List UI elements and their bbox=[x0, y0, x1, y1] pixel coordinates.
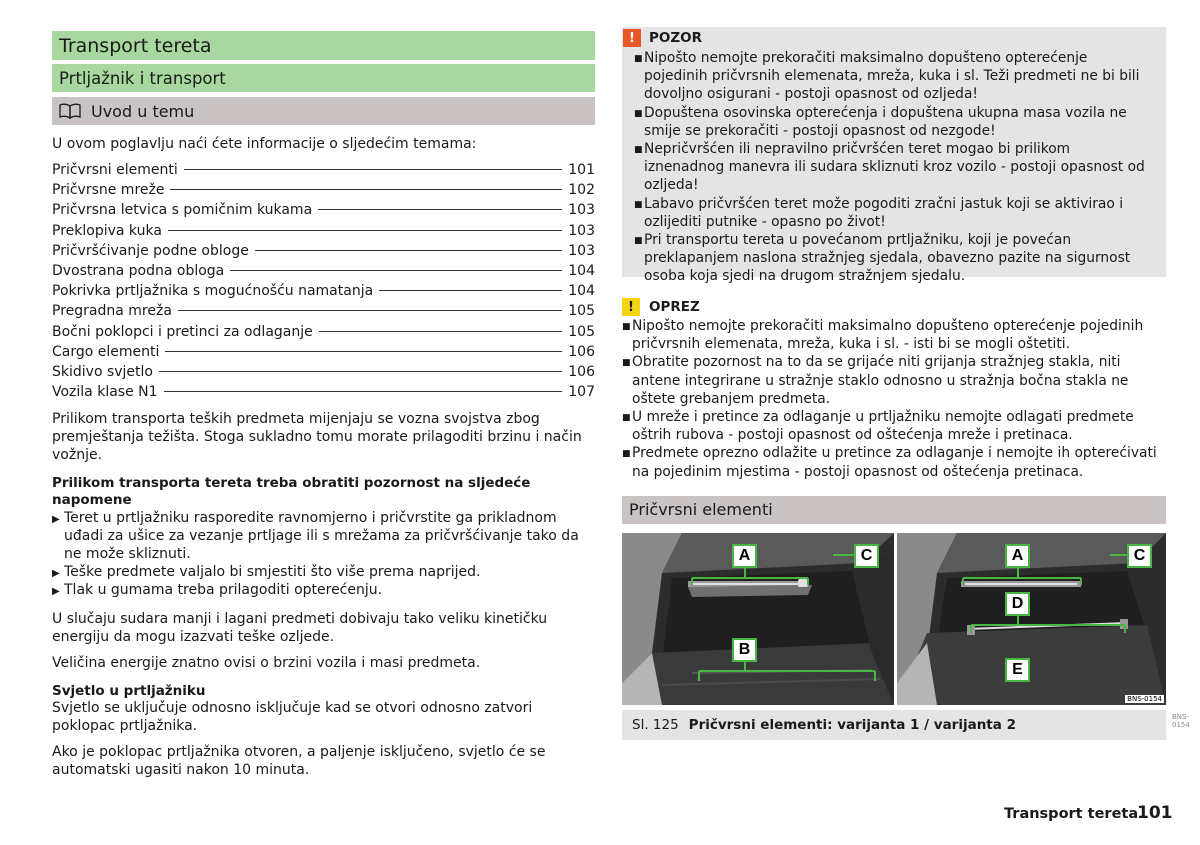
square-bullet-icon: ■ bbox=[634, 145, 643, 156]
toc-entry-title: Preklopiva kuka bbox=[52, 222, 162, 239]
toc-entry-title: Cargo elementi bbox=[52, 343, 160, 360]
figure-number: Sl. 125 bbox=[632, 716, 679, 733]
square-bullet-icon: ■ bbox=[634, 54, 643, 64]
figure-caption bbox=[622, 710, 1166, 740]
toc-entry[interactable] bbox=[52, 382, 595, 402]
callout-label-b: B bbox=[732, 638, 757, 662]
toc-entry-page: 104 bbox=[568, 283, 595, 300]
toc-entry-page: 105 bbox=[568, 303, 595, 320]
bullet-text: Teret u prtljažniku rasporedite ravnomjerno i pričvrstite ga prikladnom uđadi za ušice za vezanje prtljage ili s mrežama za pričvršćivanje tako da ne može skliznuti. bbox=[64, 510, 579, 562]
toc-leader-line bbox=[255, 250, 562, 251]
toc-entry-title: Pričvrsne mreže bbox=[52, 182, 165, 199]
caution-item bbox=[622, 408, 1166, 444]
toc-entry-page: 106 bbox=[568, 363, 595, 380]
square-bullet-icon: ■ bbox=[622, 358, 631, 369]
bullet-text: Tlak u gumama treba prilagoditi opterećenju. bbox=[64, 582, 383, 599]
toc-entry-title: Pričvrsni elementi bbox=[52, 162, 178, 178]
toc-leader-line bbox=[318, 209, 562, 210]
intro-text: U ovom poglavlju naći ćete informacije o sljedećim temama: bbox=[52, 136, 477, 152]
toc-entry-title: Vozila klase N1 bbox=[52, 384, 158, 401]
caution-text: Obratite pozornost na to da se grijaće niti grijanja stražnjeg stakla, niti antene integrirane u stražnje staklo odnosno u stražnja bočna stakla ne oštete grebanjem predmeta. bbox=[632, 354, 1129, 407]
exclamation-warning-icon: ! bbox=[623, 29, 641, 47]
exclamation-caution-icon: ! bbox=[622, 298, 640, 316]
bullet-item bbox=[52, 582, 595, 601]
toc-entry-page: 107 bbox=[568, 384, 595, 401]
caution-text: Predmete oprezno odlažite u pretince za odlaganje i nemojte ih opterećivati na pojedinim mjestima - postoji opasnost od oštećenja pretinaca. bbox=[632, 445, 1157, 480]
toc-entry-title: Pričvršćivanje podne obloge bbox=[52, 242, 249, 259]
warning-text: Nepričvršćen ili nepravilno pričvršćen teret mogao bi prilikom iznenadnog manevra ili sudara skliznuti kroz vozilo - postoji opasnost od ozljeda! bbox=[644, 141, 1145, 194]
toc-entry-title: Bočni poklopci i pretinci za odlaganje bbox=[52, 323, 313, 340]
toc-entry-title: Dvostrana podna obloga bbox=[52, 262, 225, 279]
section-heading-fastening: Pričvrsni elementi bbox=[622, 496, 1166, 524]
toc-entry[interactable] bbox=[52, 221, 595, 241]
toc-leader-line bbox=[184, 169, 563, 170]
warning-item bbox=[622, 104, 1150, 140]
callout-label-a: A bbox=[732, 544, 757, 568]
book-icon bbox=[59, 103, 81, 119]
caution-text: Nipošto nemojte prekoračiti maksimalno dopušteno opterećenje pojedinih pričvrsnih elemenata, mreža, kuka i sl. - isti bi se mogli oštetiti. bbox=[632, 318, 1144, 353]
square-bullet-icon: ■ bbox=[622, 449, 631, 460]
toc-leader-line bbox=[170, 189, 562, 190]
subsection-title: Uvod u temu bbox=[91, 101, 195, 121]
paragraph: Ako je poklopac prtljažnika otvoren, a paljenje isključeno, svjetlo će se automatski ugasiti nakon 10 minuta. bbox=[52, 744, 546, 778]
square-bullet-icon: ■ bbox=[634, 108, 643, 119]
toc-entry[interactable] bbox=[52, 160, 595, 180]
paragraph: Svjetlo se uključuje odnosno isključuje kad se otvori odnosno zatvori poklopac prtljažnika. bbox=[52, 700, 533, 735]
callout-label-c: C bbox=[854, 544, 879, 568]
toc-leader-line bbox=[168, 230, 562, 231]
right-column bbox=[622, 27, 1166, 740]
toc-entry-page: 105 bbox=[568, 323, 595, 340]
warning-title: POZOR bbox=[649, 30, 703, 46]
notes-heading: Prilikom transporta tereta treba obratiti pozornost na sljedeće napomene bbox=[52, 474, 531, 509]
caution-item bbox=[622, 317, 1166, 353]
callout-label-e: E bbox=[1005, 658, 1030, 682]
toc-entry[interactable] bbox=[52, 322, 595, 342]
caution-title: OPREZ bbox=[649, 299, 700, 315]
left-column bbox=[52, 31, 595, 780]
toc-entry[interactable] bbox=[52, 342, 595, 362]
callout-label-a: A bbox=[1005, 544, 1030, 568]
square-bullet-icon: ■ bbox=[634, 199, 643, 210]
bullet-item bbox=[52, 510, 595, 563]
triangle-bullet-icon: ▶ bbox=[52, 567, 60, 579]
toc-entry-page: 104 bbox=[568, 262, 595, 279]
footer-section-title: Transport tereta bbox=[1004, 806, 1139, 822]
section-heading: Prtljažnik i transport bbox=[52, 64, 595, 92]
figure-caption-text: Pričvrsni elementi: varijanta 1 / varijanta 2 bbox=[688, 716, 1016, 733]
toc-entry-page: 103 bbox=[568, 242, 595, 259]
figure-variant-2 bbox=[897, 533, 1166, 705]
square-bullet-icon: ■ bbox=[622, 413, 631, 424]
square-bullet-icon: ■ bbox=[634, 236, 643, 247]
caution-header bbox=[622, 297, 1166, 317]
triangle-bullet-icon: ▶ bbox=[52, 586, 60, 598]
bullet-text: Teške predmete valjalo bi smjestiti što više prema naprijed. bbox=[64, 563, 481, 580]
toc-entry-page: 103 bbox=[568, 222, 595, 239]
toc-leader-line bbox=[178, 310, 562, 311]
toc-entry-page: 106 bbox=[568, 343, 595, 360]
toc-entry[interactable] bbox=[52, 281, 595, 301]
warning-box bbox=[622, 27, 1166, 285]
bullet-item bbox=[52, 564, 595, 583]
toc-entry-page: 103 bbox=[568, 202, 595, 219]
caution-item bbox=[622, 444, 1166, 480]
warning-text: Dopuštena osovinska opterećenja i dopuštena ukupna masa vozila ne smije se prekoračiti - postoji opasnost od nezgode! bbox=[644, 104, 1127, 139]
chapter-heading: Transport tereta bbox=[52, 31, 595, 60]
paragraph: Prilikom transporta teških predmeta mijenjaju se vozna svojstva zbog premještanja težišta. Stoga sukladno tomu morate prilagoditi brzinu i način vožnje. bbox=[52, 411, 582, 463]
toc-leader-line bbox=[165, 351, 562, 352]
toc-leader-line bbox=[159, 371, 562, 372]
caution-item bbox=[622, 353, 1166, 408]
warning-item bbox=[622, 49, 1150, 104]
toc-entry[interactable] bbox=[52, 301, 595, 321]
toc-leader-line bbox=[379, 290, 562, 291]
paragraph: Veličina energije znatno ovisi o brzini vozila i masi predmeta. bbox=[52, 654, 481, 671]
warning-text: Labavo pričvršćen teret može pogoditi zračni jastuk koji se aktivirao i ozlijediti putnike - opasno po život! bbox=[644, 195, 1124, 230]
toc-entry-title: Pokrivka prtljažnika s mogućnošću namatanja bbox=[52, 283, 374, 300]
paragraph: U slučaju sudara manji i lagani predmeti dobivaju tako veliku kinetičku energiju da mogu izazvati teške ozljede. bbox=[52, 611, 548, 646]
toc-entry[interactable] bbox=[52, 362, 595, 382]
toc-entry[interactable] bbox=[52, 241, 595, 261]
subsection-heading bbox=[52, 97, 595, 125]
square-bullet-icon: ■ bbox=[622, 322, 631, 332]
warning-item bbox=[622, 195, 1150, 231]
toc-entry-page: 101 bbox=[568, 162, 595, 178]
trunk-figure bbox=[622, 533, 1166, 705]
callout-label-c: C bbox=[1127, 544, 1152, 568]
light-heading: Svjetlo u prtljažniku bbox=[52, 682, 206, 699]
toc-entry-title: Skidivo svjetlo bbox=[52, 363, 153, 380]
callout-lines-right bbox=[897, 533, 1166, 705]
toc-entry[interactable] bbox=[52, 261, 595, 281]
toc-leader-line bbox=[319, 331, 563, 332]
margin-code: BNS-0154 bbox=[1172, 713, 1190, 729]
page-number: 101 bbox=[1137, 803, 1173, 823]
warning-item bbox=[622, 140, 1150, 195]
callout-label-d: D bbox=[1005, 592, 1030, 616]
table-of-contents bbox=[52, 160, 595, 402]
toc-entry-title: Pričvrsna letvica s pomičnim kukama bbox=[52, 202, 313, 219]
toc-entry[interactable] bbox=[52, 200, 595, 220]
caution-text: U mreže i pretince za odlaganje u prtljažniku nemojte odlagati predmete oštrih rubova - postoji opasnost od oštećenja mreže i pretinaca. bbox=[632, 409, 1134, 444]
toc-entry[interactable] bbox=[52, 180, 595, 200]
toc-entry-title: Pregradna mreža bbox=[52, 303, 172, 320]
warning-text: Pri transportu tereta u povećanom prtljažniku, koji je povećan preklapanjem naslona stražnjeg sjedala, obavezno pazite na sigurnost osoba koja sjedi na drugom stražnjem sjedalu. bbox=[644, 232, 1131, 285]
toc-entry-page: 102 bbox=[568, 182, 595, 199]
figure-variant-1 bbox=[622, 533, 894, 705]
warning-header bbox=[622, 27, 1150, 49]
warning-text: Nipošto nemojte prekoračiti maksimalno dopušteno opterećenje pojedinih pričvrsnih elemenata, mreža, kuka i sl. Teži predmeti ne bi bili dovoljno osigurani - postoji opasnost od ozljeda! bbox=[644, 50, 1140, 103]
toc-leader-line bbox=[230, 270, 562, 271]
toc-leader-line bbox=[164, 391, 563, 392]
triangle-bullet-icon: ▶ bbox=[52, 514, 60, 526]
figure-code: BNS-0154 bbox=[1127, 694, 1162, 703]
warning-item bbox=[622, 231, 1150, 286]
